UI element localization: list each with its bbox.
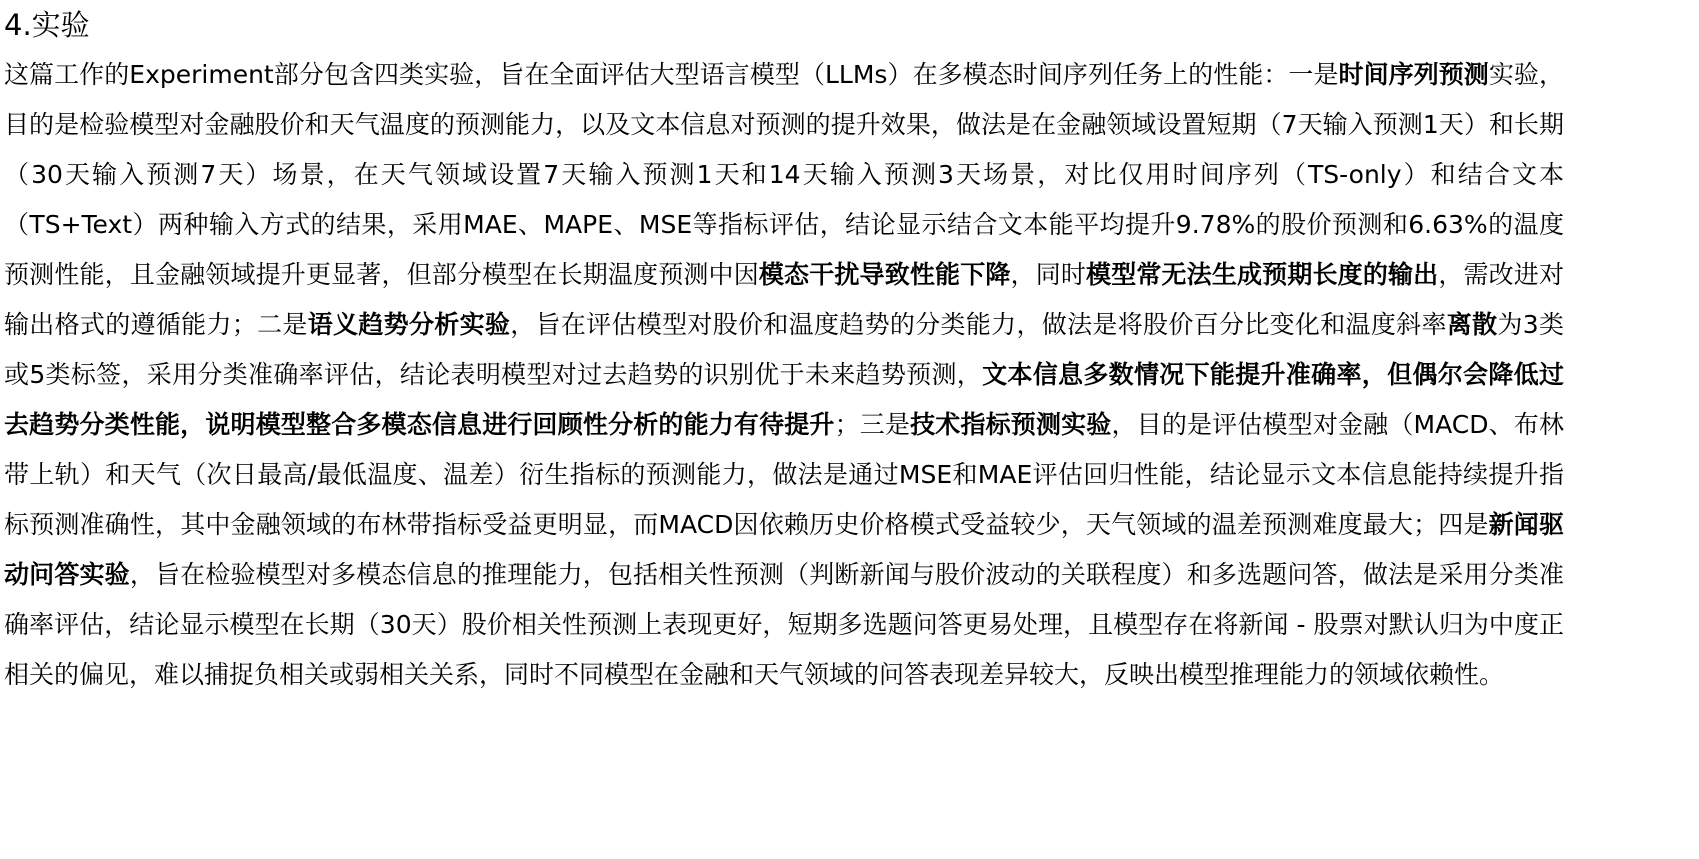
bold-segment: 模型常无法生成预期长度的输出 — [1086, 260, 1439, 289]
document — [4, 0, 1564, 700]
text-segment: ，需改进对输出格式的遵循能力；二是 — [4, 260, 1564, 339]
text-segment: ，旨在检验模型对多模态信息的推理能力，包括相关性预测（判断新闻与股价波动的关联程度）和多选题问答，做法是采用分类准确率评估，结论显示模型在长期（30天）股价相关性预测上表现更好，短期多选题问答更易处理，且模型存在将新闻 - 股票对默认归为中度正相关的偏见，难以捕捉负相关或弱相关关系，同时不同模型在金融和天气领域的问答表现差异较大，反映出模型推理能力的领域依赖性。 — [4, 560, 1564, 689]
text-segment: ，同时 — [1010, 260, 1087, 289]
text-segment: ，旨在评估模型对股价和温度趋势的分类能力，做法是将股价百分比变化和温度斜率 — [510, 310, 1447, 339]
bold-segment: 离散 — [1446, 310, 1498, 339]
bold-segment: 时间序列预测 — [1338, 60, 1489, 89]
bold-segment: 新闻驱动问答实验 — [4, 510, 1564, 589]
text-segment: 实验，目的是检验模型对金融股价和天气温度的预测能力，以及文本信息对预测的提升效果，做法是在金融领域设置短期（7天输入预测1天）和长期（30天输入预测7天）场景，在天气领域设置7天输入预测1天和14天输入预测3天场景，对比仅用时间序列（TS-only）和结合文本（TS+Text）两种输入方式的结果，采用MAE、MAPE、MSE等指标评估，结论显示结合文本能平均提升9.78%的股价预测和6.63%的温度预测性能，且金融领域提升更显著，但部分模型在长期温度预测中因 — [4, 60, 1564, 289]
text-segment: 为3类或5类标签，采用分类准确率评估，结论表明模型对过去趋势的识别优于未来趋势预测， — [4, 310, 1564, 389]
text-segment: ；三是 — [834, 410, 911, 439]
body-paragraph — [4, 50, 1564, 700]
bold-segment: 文本信息多数情况下能提升准确率，但偶尔会降低过去趋势分类性能，说明模型整合多模态信息进行回顾性分析的能力有待提升 — [4, 360, 1564, 439]
bold-segment: 技术指标预测实验 — [910, 410, 1112, 439]
bold-segment: 语义趋势分析实验 — [307, 310, 511, 339]
bold-segment: 模态干扰导致性能下降 — [758, 260, 1011, 289]
section-heading: 4.实验 — [4, 8, 90, 42]
text-segment: 这篇工作的Experiment部分包含四类实验，旨在全面评估大型语言模型（LLMs）在多模态时间序列任务上的性能：一是 — [4, 60, 1339, 89]
text-segment: ，目的是评估模型对金融（MACD、布林带上轨）和天气（次日最高/最低温度、温差）衍生指标的预测能力，做法是通过MSE和MAE评估回归性能，结论显示文本信息能持续提升指标预测准确性，其中金融领域的布林带指标受益更明显，而MACD因依赖历史价格模式受益较少，天气领域的温差预测难度最大；四是 — [4, 410, 1564, 539]
